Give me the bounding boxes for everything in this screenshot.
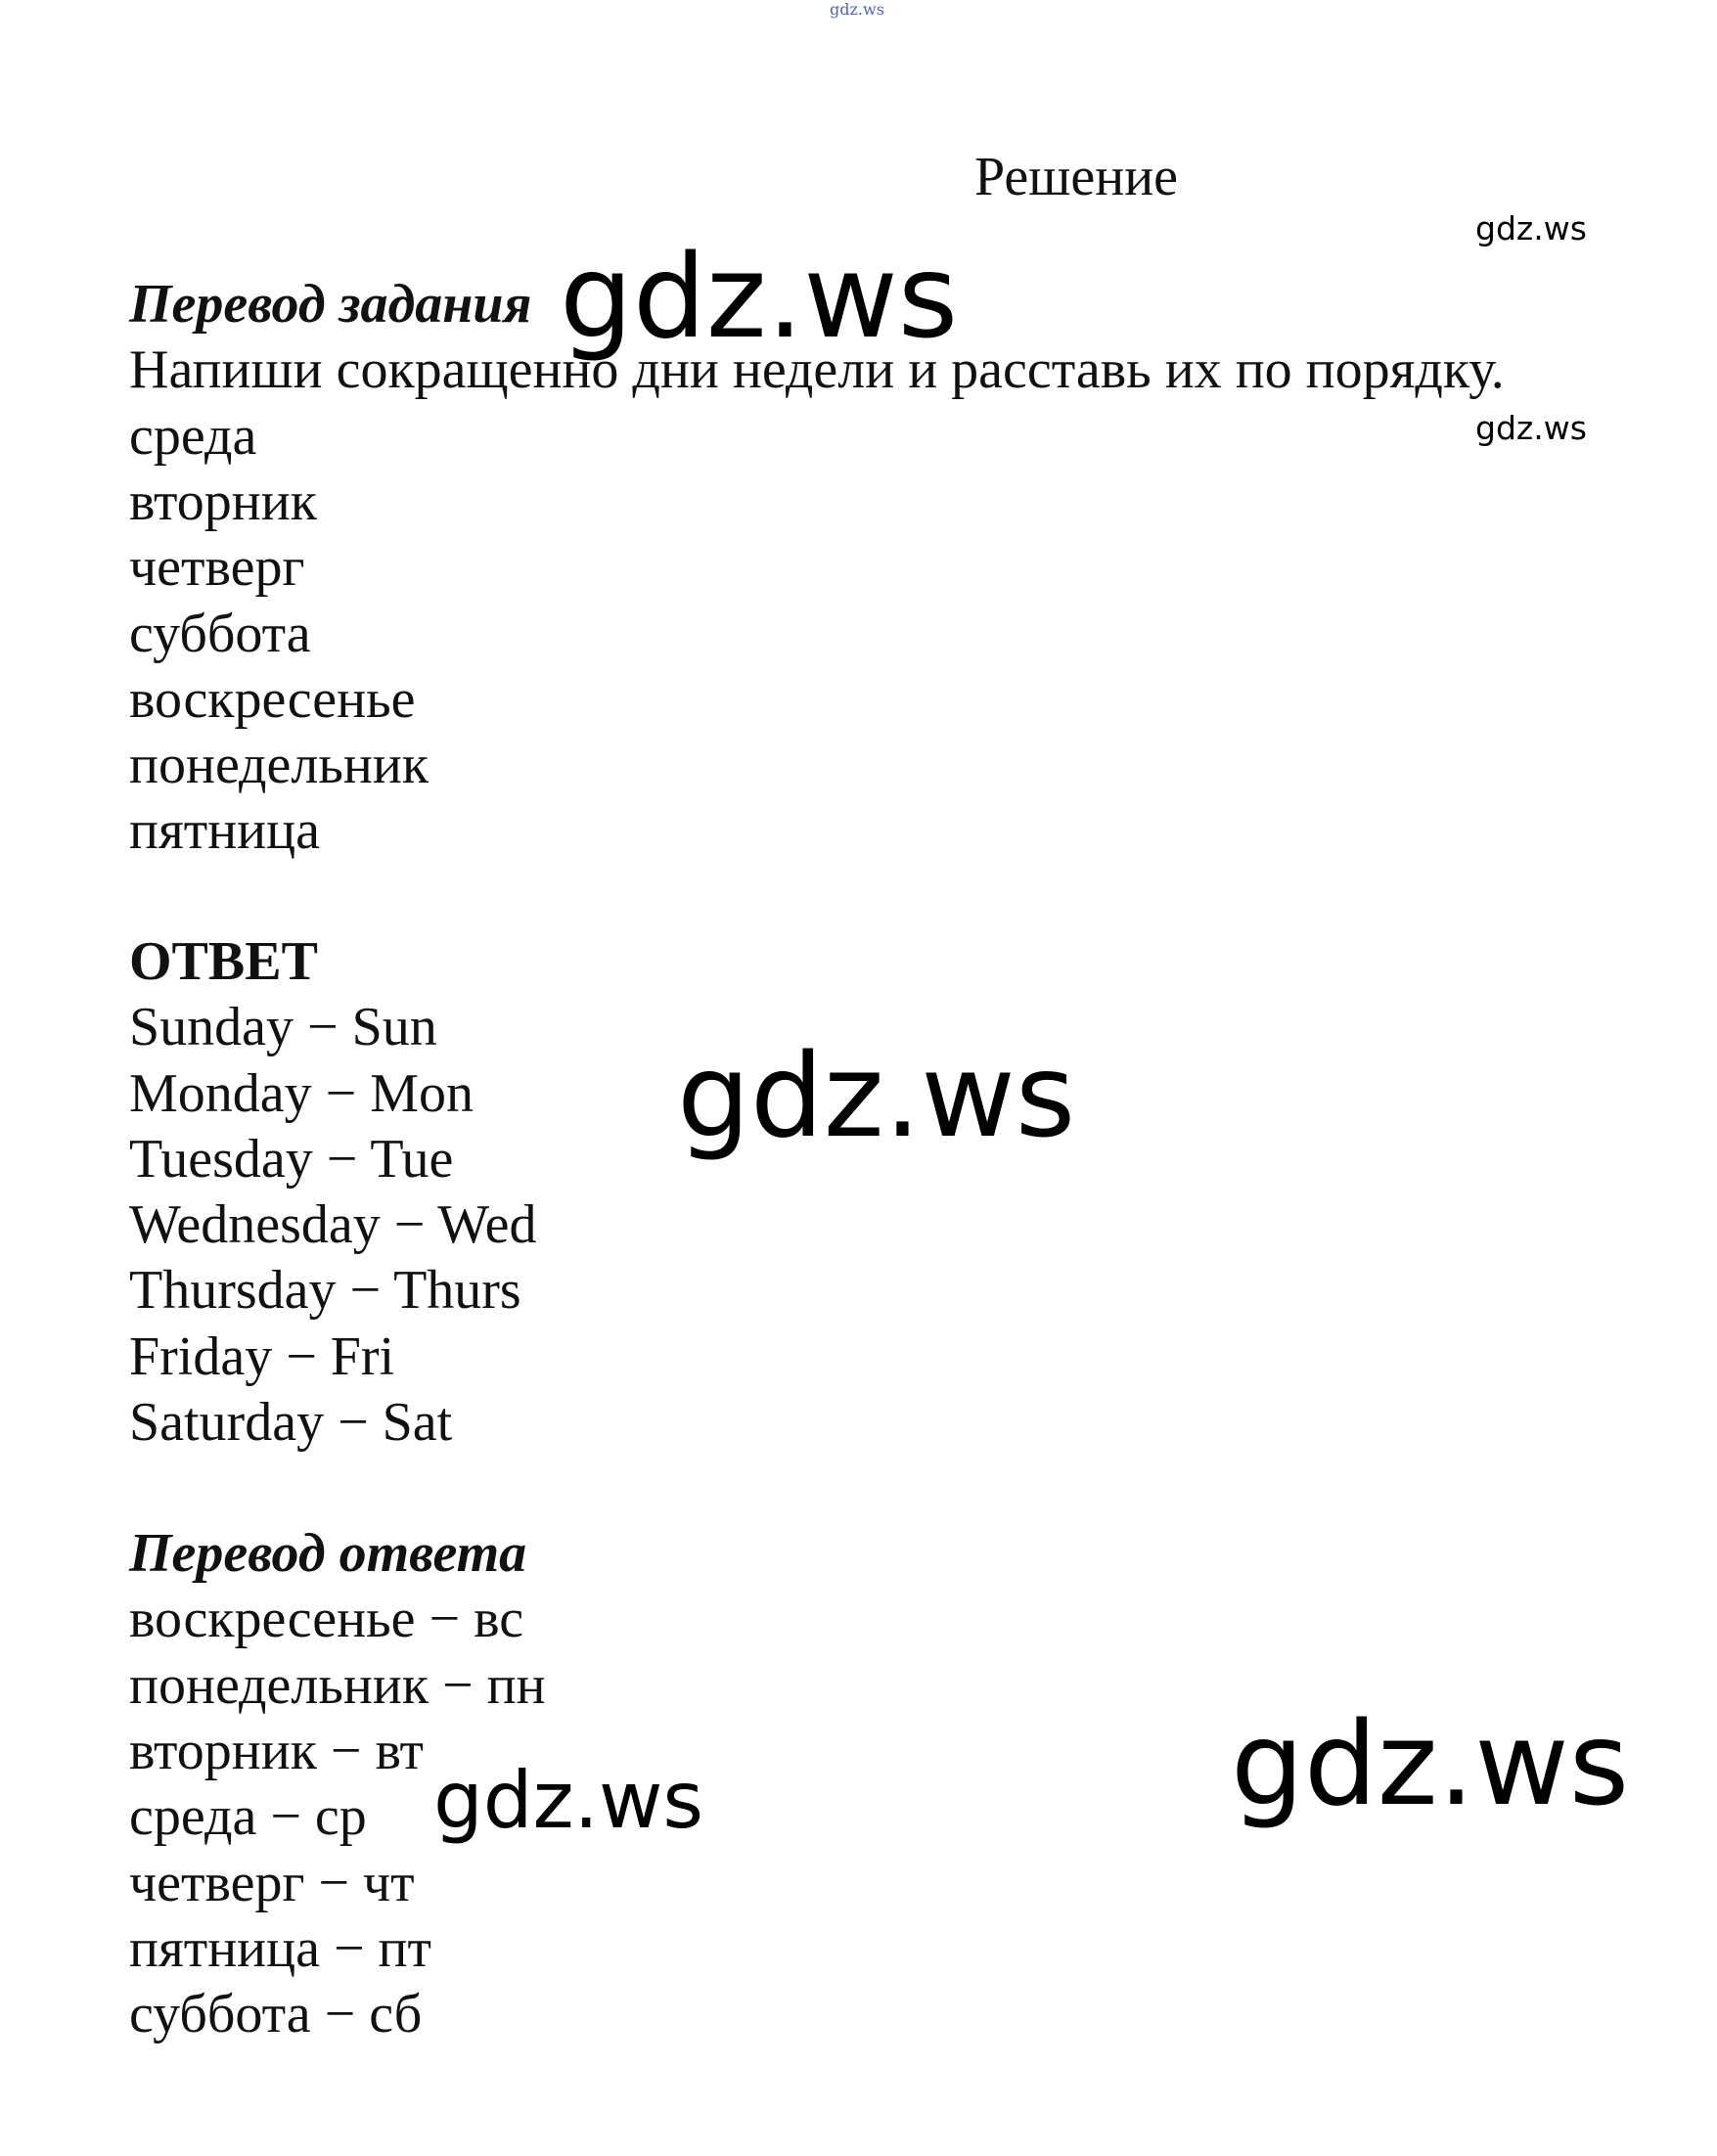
watermark-bottom-right: gdz.ws — [1231, 1696, 1630, 1831]
translation-line: среда − ср — [129, 1786, 367, 1847]
watermark-top: gdz.ws — [830, 0, 884, 19]
translation-line: суббота − сб — [129, 1984, 423, 2044]
answer-line: Tuesday − Tue — [129, 1129, 454, 1190]
answer-heading: ОТВЕТ — [129, 931, 318, 992]
answer-line: Thursday − Thurs — [129, 1260, 521, 1321]
task-word: понедельник — [129, 735, 429, 795]
task-word: среда — [129, 406, 257, 467]
watermark-bottom-middle: gdz.ws — [433, 1755, 704, 1846]
translation-heading: Перевод ответа — [129, 1523, 527, 1584]
watermark-header-right: gdz.ws — [1475, 209, 1587, 247]
task-word: суббота — [129, 604, 311, 664]
translation-line: понедельник − пн — [129, 1655, 546, 1716]
task-heading: Перевод задания — [129, 274, 532, 335]
page-title: Решение — [974, 147, 1179, 207]
task-word: пятница — [129, 800, 320, 861]
watermark-task-right: gdz.ws — [1475, 409, 1587, 447]
watermark-answer-center: gdz.ws — [677, 1028, 1076, 1163]
task-word: воскресенье — [129, 669, 416, 730]
answer-line: Friday − Fri — [129, 1326, 395, 1387]
answer-line: Monday − Mon — [129, 1063, 474, 1124]
task-word: вторник — [129, 472, 317, 532]
translation-line: четверг − чт — [129, 1853, 415, 1913]
answer-line: Sunday − Sun — [129, 997, 437, 1057]
task-word: четверг — [129, 537, 305, 598]
answer-line: Saturday − Sat — [129, 1392, 453, 1453]
watermark-after-heading: gdz.ws — [560, 229, 959, 364]
translation-line: вторник − вт — [129, 1721, 425, 1781]
task-instruction: Напиши сокращенно дни недели и расставь их по порядку. — [129, 339, 1505, 400]
translation-line: воскресенье − вс — [129, 1589, 524, 1649]
answer-line: Wednesday − Wed — [129, 1194, 537, 1255]
translation-line: пятница − пт — [129, 1918, 431, 1979]
